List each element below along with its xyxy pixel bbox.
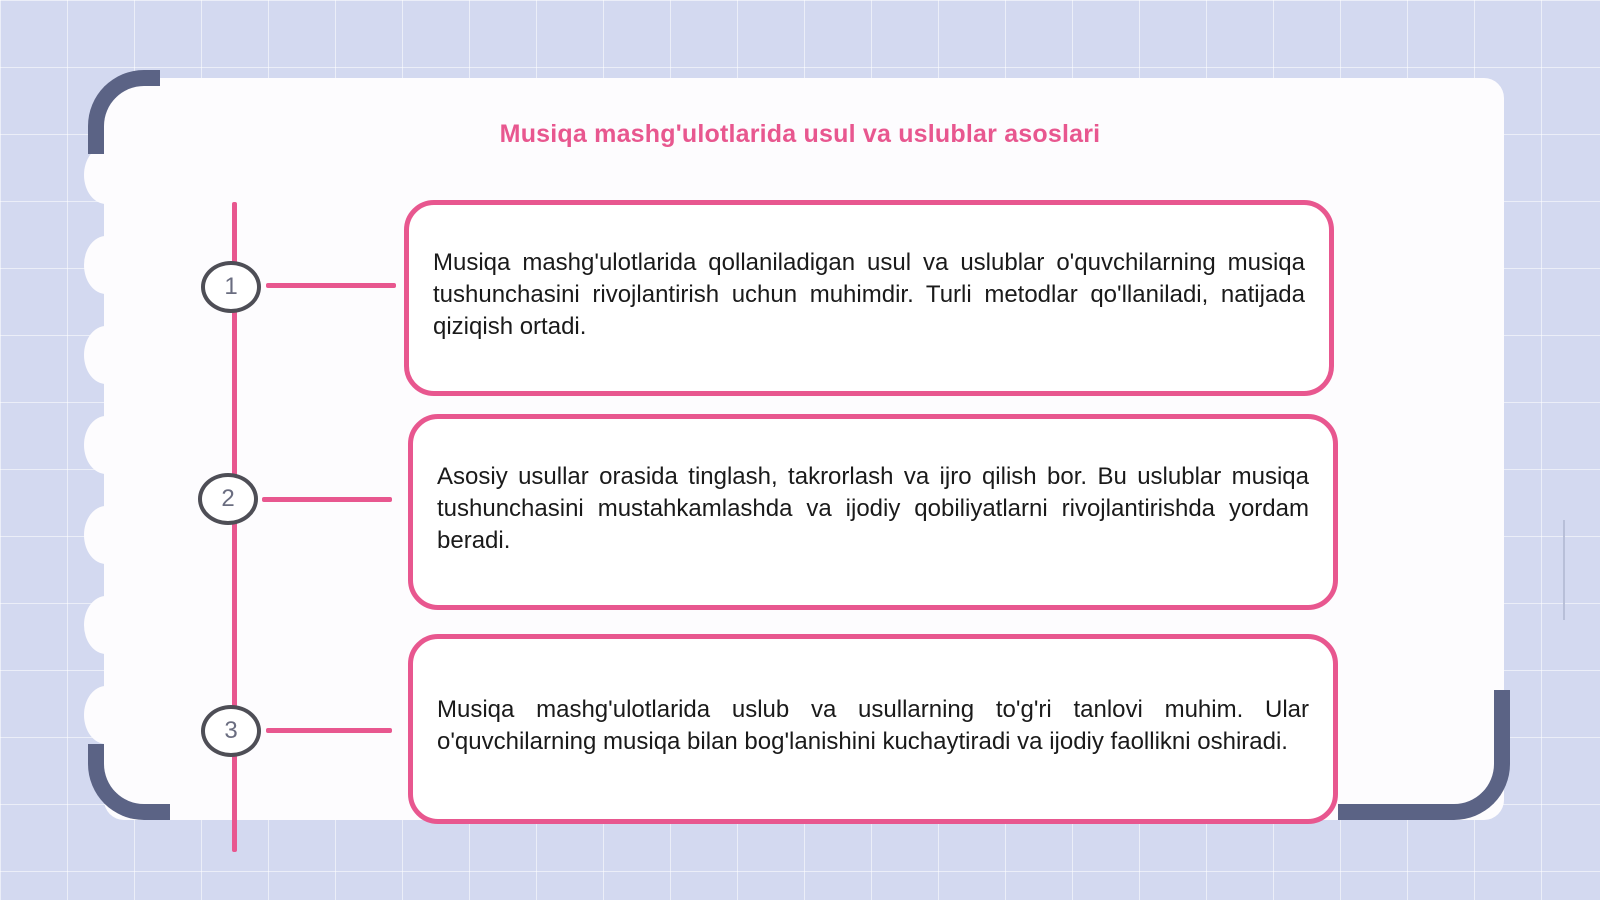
timeline-connector <box>266 283 396 288</box>
step-number-2: 2 <box>198 473 258 525</box>
timeline-connector <box>262 497 392 502</box>
paper-scallop <box>84 416 128 474</box>
corner-bracket-bottom-right <box>1338 690 1510 820</box>
step-card-1 <box>404 200 1334 396</box>
paper-scallop <box>84 236 128 294</box>
step-card-2 <box>408 414 1338 610</box>
step-text-3: Musiqa mashg'ulotlarida uslub va usullarning to'g'ri tanlovi muhim. Ular o'quvchilarning musiqa bilan bog'lanishini kuchaytiradi va ijodiy faollikni oshiradi. <box>437 696 1309 755</box>
step-card-3 <box>408 634 1338 824</box>
paper-scallop <box>84 146 128 204</box>
paper-scallop <box>84 686 128 744</box>
paper-scallop <box>84 506 128 564</box>
corner-bracket-top-left <box>88 70 160 154</box>
step-number-1: 1 <box>201 261 261 313</box>
decorative-tick <box>1563 520 1565 620</box>
corner-bracket-bottom-left <box>88 744 170 820</box>
step-number-3: 3 <box>201 705 261 757</box>
page-title: Musiqa mashg'ulotlarida usul va uslublar asoslari <box>499 120 1101 148</box>
timeline-connector <box>266 728 392 733</box>
step-text-1: Musiqa mashg'ulotlarida qollaniladigan usul va uslublar o'quvchilarning musiqa tushunchasini rivojlantirish uchun muhimdir. Turli metodlar qo'llaniladi, natijada qiziqish ortadi. <box>433 249 1305 340</box>
step-text-2: Asosiy usullar orasida tinglash, takrorlash va ijro qilish bor. Bu uslublar musiqa tushunchasini mustahkamlashda va ijodiy qobiliyatlarni rivojlantirishda yordam beradi. <box>437 463 1309 554</box>
paper-scallop <box>84 326 128 384</box>
paper-scallop <box>84 596 128 654</box>
